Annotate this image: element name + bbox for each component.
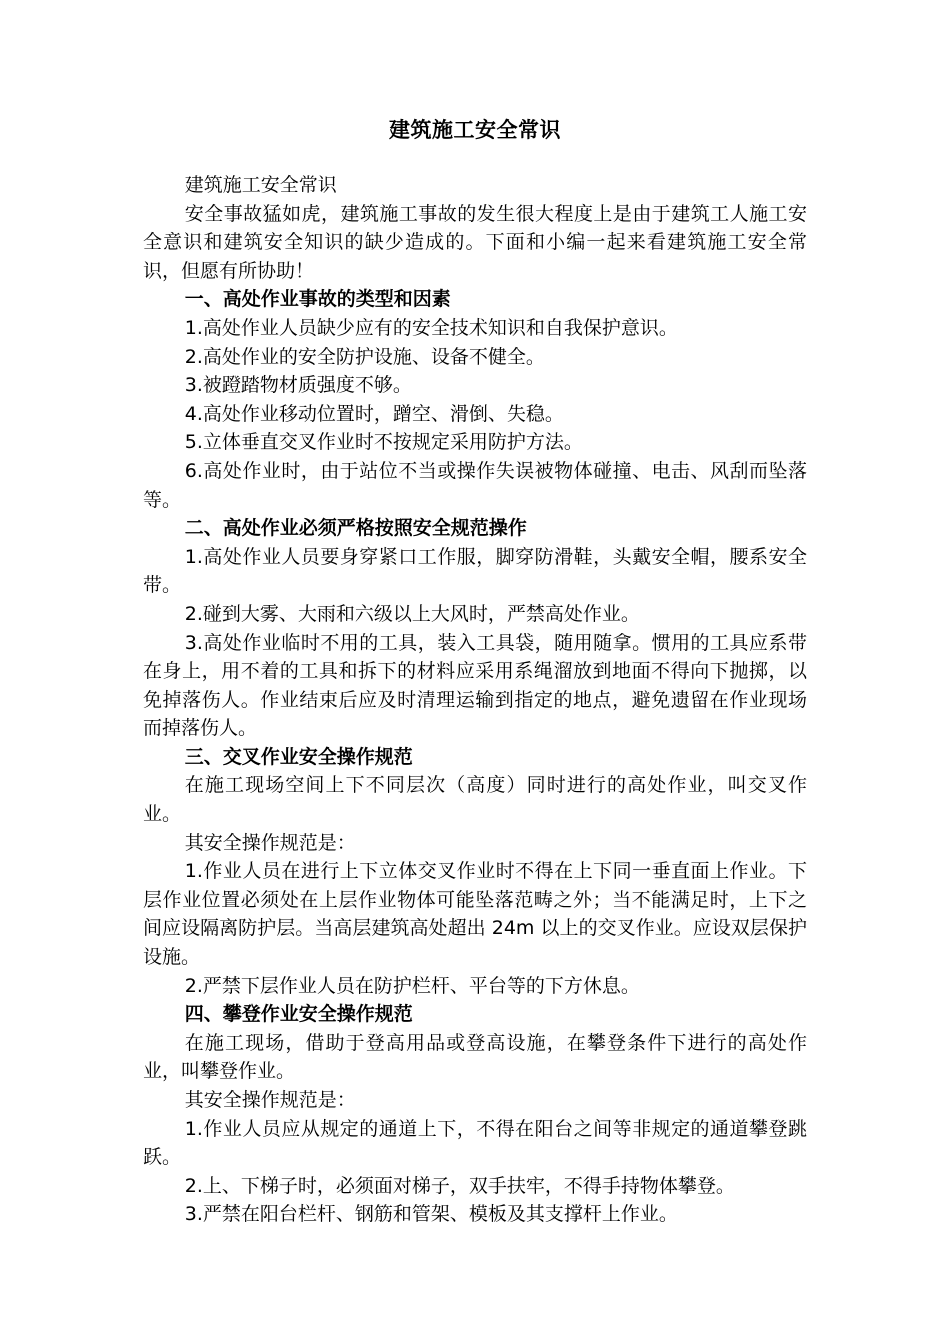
list-item: 1.高处作业人员要身穿紧口工作服，脚穿防滑鞋，头戴安全帽，腰系安全带。 (143, 545, 807, 597)
list-item: 1.高处作业人员缺少应有的安全技术知识和自我保护意识。 (184, 316, 678, 339)
list-item: 6.高处作业时，由于站位不当或操作失误被物体碰撞、电击、风刮而坠落等。 (143, 459, 807, 511)
list-item: 2.上、下梯子时，必须面对梯子，双手扶牢，不得手持物体攀登。 (184, 1174, 735, 1197)
list-item: 1.作业人员应从规定的通道上下，不得在阳台之间等非规定的通道攀登跳跃。 (143, 1117, 807, 1169)
section-heading-4: 四、攀登作业安全操作规范 (184, 1003, 413, 1026)
body-paragraph: 在施工现场，借助于登高用品或登高设施，在攀登条件下进行的高处作业，叫攀登作业。 (143, 1031, 807, 1083)
list-item: 2.严禁下层作业人员在防护栏杆、平台等的下方休息。 (184, 974, 640, 997)
list-item: 2.高处作业的安全防护设施、设备不健全。 (184, 345, 545, 368)
section-heading-2: 二、高处作业必须严格按照安全规范操作 (184, 517, 527, 540)
list-item: 5.立体垂直交叉作业时不按规定采用防护方法。 (184, 431, 583, 454)
list-item: 1.作业人员在进行上下立体交叉作业时不得在上下同一垂直面上作业。下层作业位置必须处在上层作业物体可能坠落范畴之外；当不能满足时，上下之间应设隔离防护层。当高层建筑高处超出 24m 以上的交叉作业。应设双层保护设施。 (143, 860, 807, 969)
list-item: 4.高处作业移动位置时，蹭空、滑倒、失稳。 (184, 402, 564, 425)
document-page (143, 115, 807, 1229)
body-paragraph: 其安全操作规范是： (184, 1089, 356, 1111)
section-heading-3: 三、交叉作业安全操作规范 (184, 745, 413, 768)
list-item: 3.严禁在阳台栏杆、钢筋和管架、模板及其支撑杆上作业。 (184, 1203, 678, 1226)
subtitle-paragraph: 建筑施工安全常识 (184, 174, 337, 196)
body-paragraph: 在施工现场空间上下不同层次（高度）同时进行的高处作业，叫交叉作业。 (143, 774, 807, 826)
document-title: 建筑施工安全常识 (389, 118, 561, 142)
list-item: 3.高处作业临时不用的工具，装入工具袋，随用随拿。惯用的工具应系带在身上，用不着的工具和拆下的材料应采用系绳溜放到地面不得向下抛掷，以免掉落伤人。作业结束后应及时清理运输到指定的地点，避免遗留在作业现场而掉落伤人。 (143, 631, 807, 740)
section-heading-1: 一、高处作业事故的类型和因素 (184, 288, 451, 311)
list-item: 3.被蹬踏物材质强度不够。 (184, 374, 412, 397)
list-item: 2.碰到大雾、大雨和六级以上大风时，严禁高处作业。 (184, 602, 640, 625)
body-paragraph: 其安全操作规范是： (184, 831, 356, 854)
intro-paragraph: 安全事故猛如虎，建筑施工事故的发生很大程度上是由于建筑工人施工安全意识和建筑安全知识的缺少造成的。下面和小编一起来看建筑施工安全常识，但愿有所协助！ (143, 202, 807, 282)
